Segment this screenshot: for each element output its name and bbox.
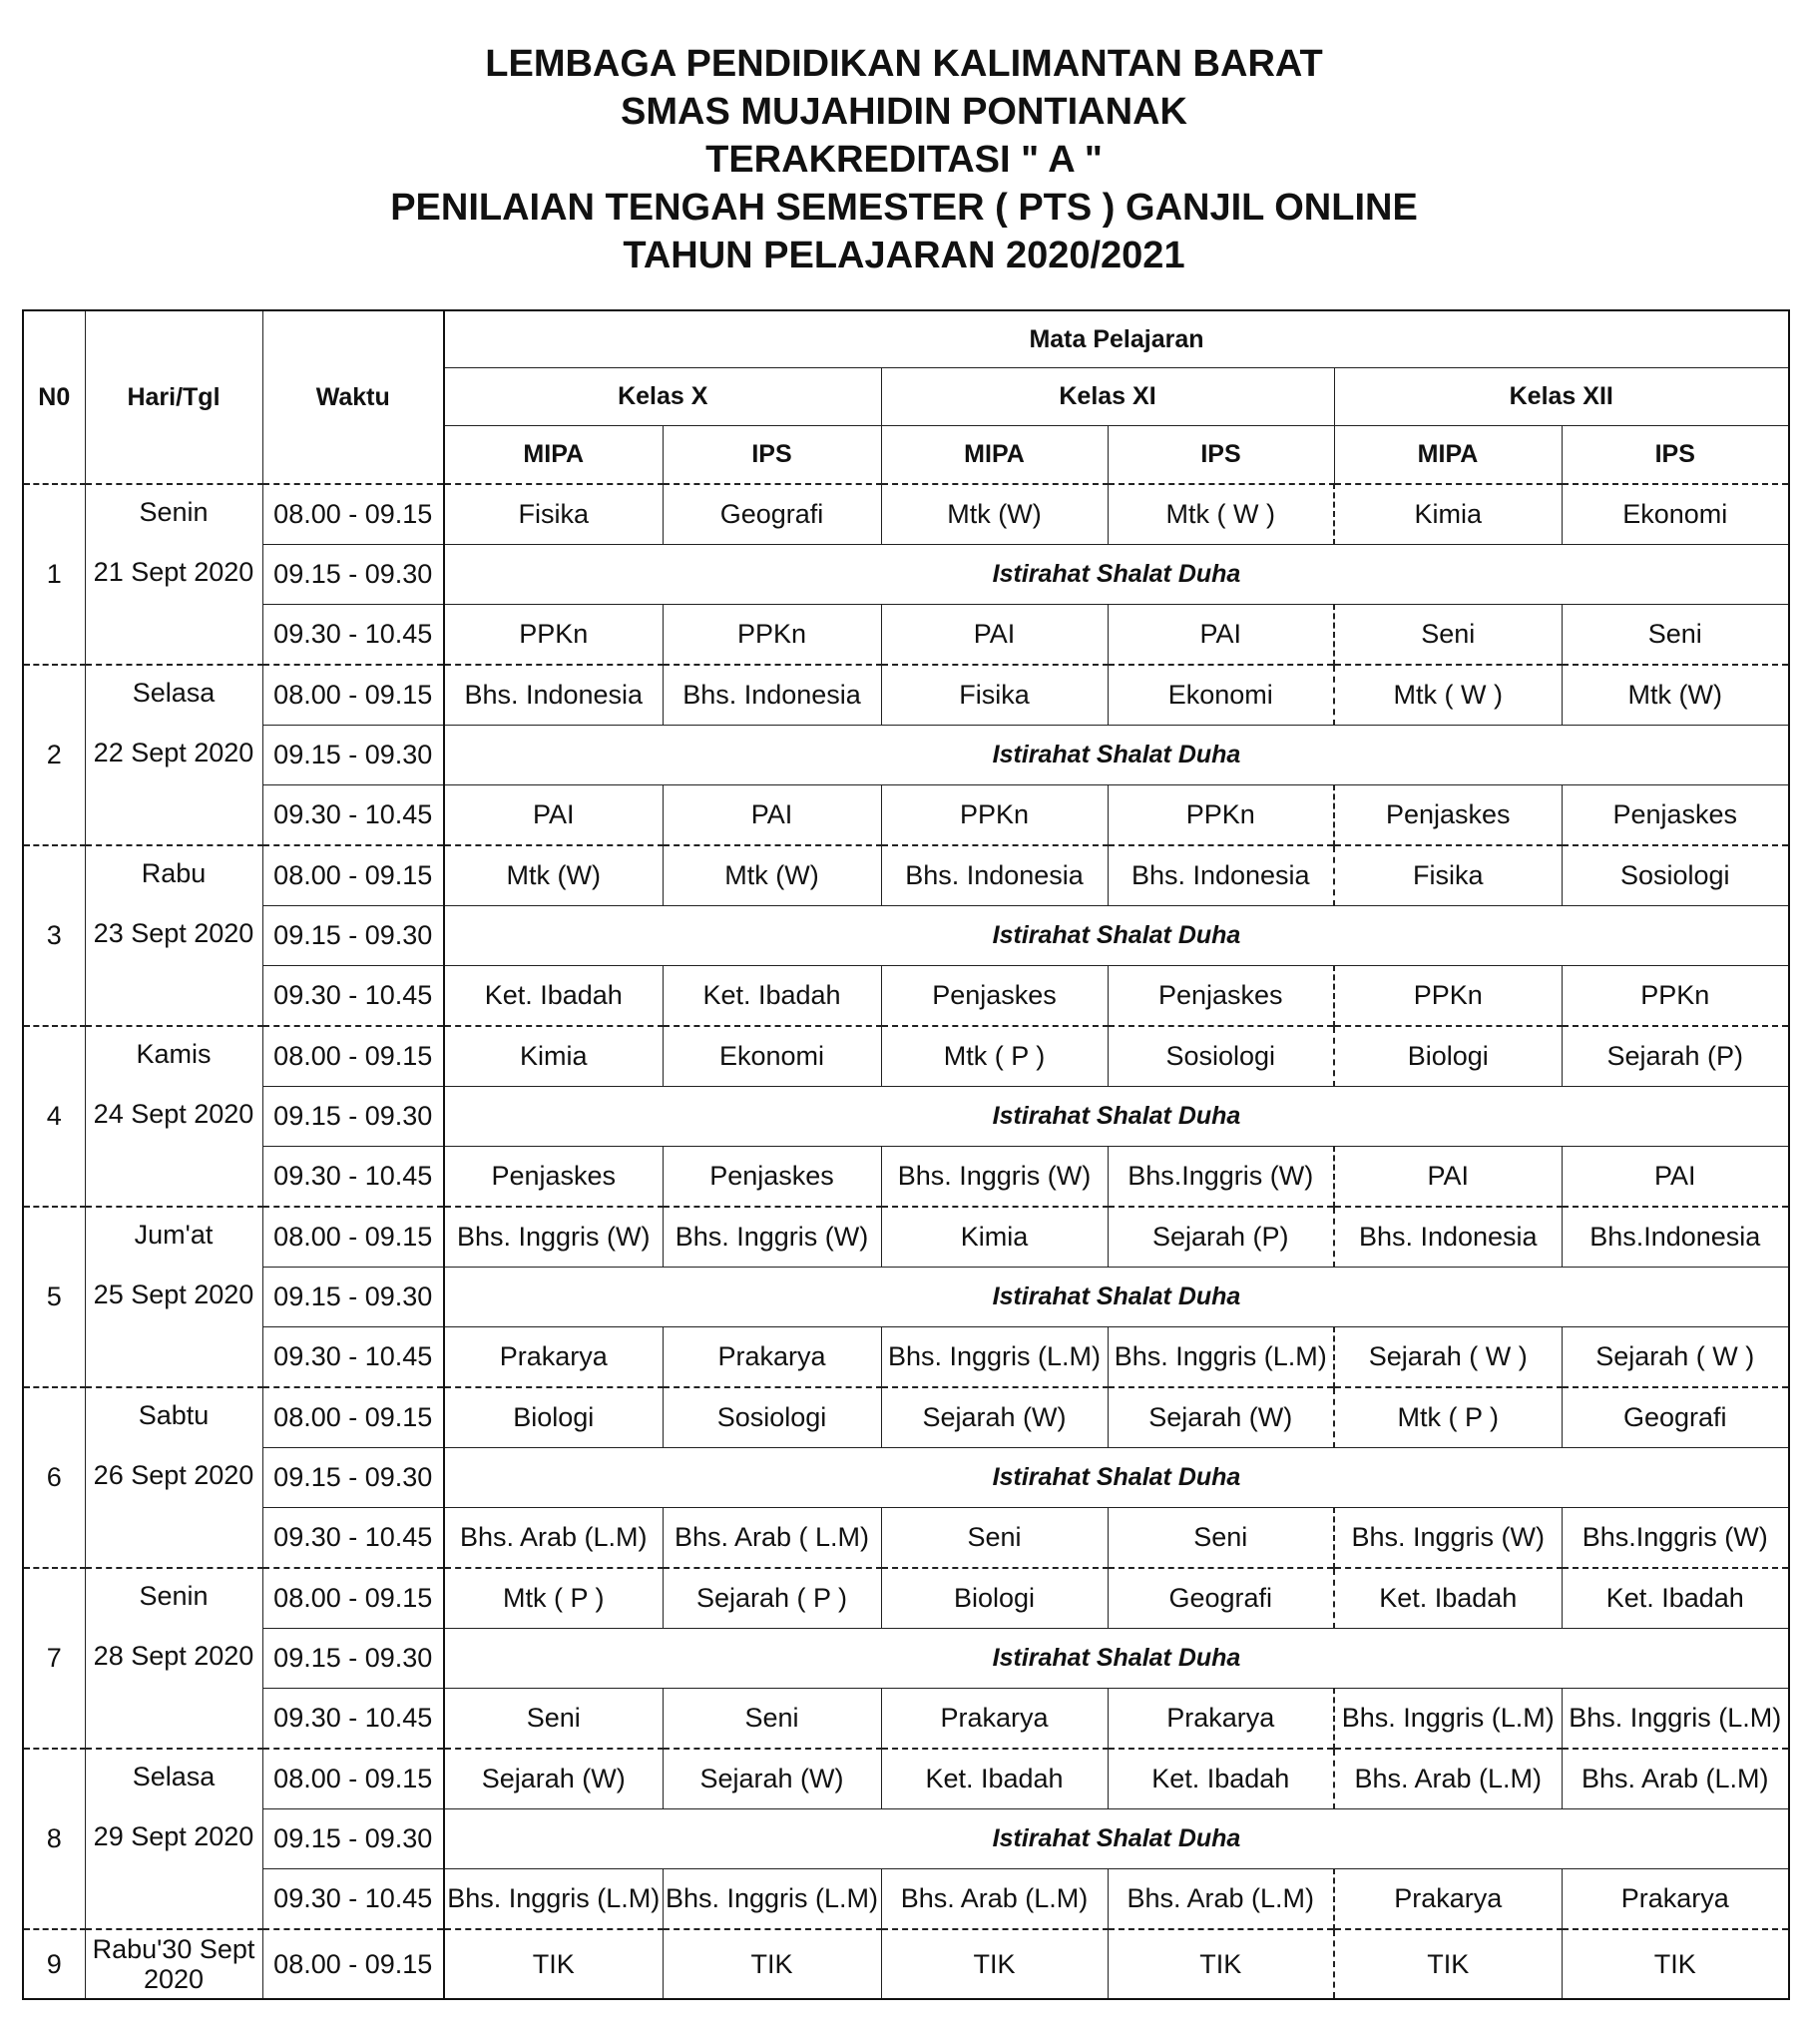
table-row [23,1207,1789,1268]
subject-cell: Mtk ( P ) [444,1568,663,1629]
subject-cell: Fisika [1334,845,1562,906]
time-slot: 09.30 - 10.45 [262,1327,444,1388]
subject-cell: Prakarya [881,1689,1108,1750]
time-slot: 08.00 - 09.15 [262,1026,444,1087]
subject-cell: Seni [881,1508,1108,1569]
time-slot: 09.15 - 09.30 [262,1809,444,1869]
subject-cell: Mtk (W) [1562,665,1789,726]
subject-cell: Ket. Ibadah [1334,1568,1562,1629]
subject-cell: Prakarya [663,1327,881,1388]
day-date-cell [85,1387,262,1568]
subject-cell: Bhs. Inggris (L.M) [444,1869,663,1930]
subject-cell: Prakarya [1334,1869,1562,1930]
column-header-track: IPS [1562,426,1789,485]
column-header-track: MIPA [1334,426,1562,485]
column-header-time: Waktu [262,310,444,484]
subject-cell: Mtk ( W ) [1108,484,1334,545]
subject-cell: Sosiologi [663,1387,881,1448]
table-row [23,1327,1789,1388]
subject-cell: Bhs. Inggris (W) [663,1207,881,1268]
column-header-track: MIPA [881,426,1108,485]
subject-cell: Penjaskes [444,1147,663,1208]
subject-cell: Biologi [444,1387,663,1448]
time-slot: 09.15 - 09.30 [262,545,444,605]
subject-cell: Bhs.Inggris (W) [1108,1147,1334,1208]
subject-cell: Prakarya [1108,1689,1334,1750]
table-row [23,966,1789,1027]
time-slot: 08.00 - 09.15 [262,665,444,726]
subject-cell: Seni [1108,1508,1334,1569]
subject-cell: Ekonomi [1108,665,1334,726]
subject-cell: Geografi [663,484,881,545]
subject-cell: PPKn [1108,785,1334,846]
day-date-cell [85,484,262,665]
subject-cell: PAI [1108,605,1334,666]
subject-cell: Bhs.Indonesia [1562,1207,1789,1268]
subject-cell: Penjaskes [881,966,1108,1027]
subject-cell: Kimia [1334,484,1562,545]
time-slot: 09.15 - 09.30 [262,1629,444,1689]
break-cell: Istirahat Shalat Duha [444,545,1789,605]
subject-cell: Mtk (W) [663,845,881,906]
subject-cell: Kimia [444,1026,663,1087]
subject-cell: Penjaskes [663,1147,881,1208]
day-date-cell [85,1568,262,1749]
row-number: 1 [23,484,85,665]
subject-cell: Seni [444,1689,663,1750]
subject-cell: TIK [1108,1929,1334,1999]
time-slot: 09.30 - 10.45 [262,605,444,666]
break-cell: Istirahat Shalat Duha [444,726,1789,785]
table-row [23,845,1789,906]
subject-cell: PAI [881,605,1108,666]
table-row [23,665,1789,726]
subject-cell: Bhs. Inggris (W) [444,1207,663,1268]
table-row [23,1147,1789,1208]
subject-cell: TIK [881,1929,1108,1999]
column-header-class-xi: Kelas XI [881,368,1334,426]
time-slot: 09.15 - 09.30 [262,1087,444,1147]
subject-cell: Sejarah (P) [1562,1026,1789,1087]
exam-schedule-table [22,309,1790,2000]
table-row [23,545,1789,605]
day-name: Jum'at [134,1220,214,1250]
subject-cell: Sosiologi [1108,1026,1334,1087]
subject-cell: PPKn [1562,966,1789,1027]
subject-cell: Kimia [881,1207,1108,1268]
time-slot: 09.15 - 09.30 [262,726,444,785]
subject-cell: Ket. Ibadah [881,1749,1108,1809]
table-row [23,1026,1789,1087]
subject-cell: PAI [663,785,881,846]
table-row [23,1387,1789,1448]
subject-cell: Bhs. Inggris (W) [881,1147,1108,1208]
subject-cell: PAI [1334,1147,1562,1208]
exam-date: 26 Sept 2020 [93,1460,254,1490]
subject-cell: TIK [444,1929,663,1999]
exam-date: 22 Sept 2020 [93,738,254,767]
day-name: Senin [139,497,209,527]
table-row [23,1087,1789,1147]
subject-cell: Bhs. Inggris (L.M) [1108,1327,1334,1388]
title-line: SMAS MUJAHIDIN PONTIANAK [621,91,1187,133]
table-row [23,1929,1789,1999]
subject-cell: Mtk (W) [444,845,663,906]
subject-cell: Geografi [1562,1387,1789,1448]
subject-cell: Bhs. Inggris (L.M) [1562,1689,1789,1750]
document-title [0,40,1808,279]
row-number: 6 [23,1387,85,1568]
subject-cell: Sejarah ( P ) [663,1568,881,1629]
day-name: Selasa [132,1762,216,1791]
subject-cell: Sejarah ( W ) [1562,1327,1789,1388]
subject-cell: PPKn [1334,966,1562,1027]
subject-cell: Bhs. Arab (L.M) [1334,1749,1562,1809]
subject-cell: PPKn [663,605,881,666]
time-slot: 08.00 - 09.15 [262,1387,444,1448]
table-row [23,726,1789,785]
subject-cell: Mtk ( W ) [1334,665,1562,726]
exam-date: 24 Sept 2020 [93,1099,254,1129]
subject-cell: Ket. Ibadah [444,966,663,1027]
subject-cell: Ket. Ibadah [1108,1749,1334,1809]
subject-cell: Bhs. Indonesia [663,665,881,726]
subject-cell: Bhs. Inggris (L.M) [1334,1689,1562,1750]
column-header-track: IPS [1108,426,1334,485]
subject-cell: Sejarah (W) [1108,1387,1334,1448]
exam-date: 23 Sept 2020 [93,918,254,948]
subject-cell: Penjaskes [1562,785,1789,846]
table-row [23,1809,1789,1869]
subject-cell: Ekonomi [663,1026,881,1087]
subject-cell: Bhs. Indonesia [1334,1207,1562,1268]
break-cell: Istirahat Shalat Duha [444,1629,1789,1689]
subject-cell: Bhs. Arab ( L.M) [663,1508,881,1569]
subject-cell: Biologi [1334,1026,1562,1087]
subject-cell: Bhs. Indonesia [881,845,1108,906]
time-slot: 09.30 - 10.45 [262,966,444,1027]
time-slot: 08.00 - 09.15 [262,1207,444,1268]
column-header-track: IPS [663,426,881,485]
day-name: Kamis [136,1039,212,1069]
column-header-no: N0 [23,310,85,484]
time-slot: 08.00 - 09.15 [262,484,444,545]
table-row [23,1448,1789,1508]
row-number: 4 [23,1026,85,1207]
exam-date: 25 Sept 2020 [93,1279,254,1309]
day-name: Sabtu [138,1400,210,1430]
exam-date: 21 Sept 2020 [93,557,254,587]
subject-cell: TIK [663,1929,881,1999]
day-date-cell: Rabu'30 Sept 2020 [85,1929,262,1999]
row-number: 2 [23,665,85,845]
subject-cell: Penjaskes [1108,966,1334,1027]
time-slot: 09.15 - 09.30 [262,1448,444,1508]
time-slot: 08.00 - 09.15 [262,1749,444,1809]
subject-cell: Seni [1334,605,1562,666]
time-slot: 09.30 - 10.45 [262,1508,444,1569]
subject-cell: Fisika [444,484,663,545]
column-header-day: Hari/Tgl [85,310,262,484]
subject-cell: Sejarah ( W ) [1334,1327,1562,1388]
table-row [23,1869,1789,1930]
day-date-cell [85,1749,262,1929]
time-slot: 09.30 - 10.45 [262,1147,444,1208]
time-slot: 09.15 - 09.30 [262,906,444,966]
table-row [23,1568,1789,1629]
subject-cell: TIK [1562,1929,1789,1999]
subject-cell: Bhs. Arab (L.M) [1562,1749,1789,1809]
day-name: Senin [139,1581,209,1611]
subject-cell: Bhs. Inggris (L.M) [881,1327,1108,1388]
time-slot: 08.00 - 09.15 [262,845,444,906]
subject-cell: Seni [663,1689,881,1750]
subject-cell: Biologi [881,1568,1108,1629]
subject-cell: Geografi [1108,1568,1334,1629]
time-slot: 09.30 - 10.45 [262,1869,444,1930]
subject-cell: Bhs.Inggris (W) [1562,1508,1789,1569]
row-number: 9 [23,1929,85,1999]
subject-cell: Ekonomi [1562,484,1789,545]
subject-cell: Mtk ( P ) [881,1026,1108,1087]
break-cell: Istirahat Shalat Duha [444,1268,1789,1327]
table-row [23,1629,1789,1689]
subject-cell: Mtk ( P ) [1334,1387,1562,1448]
subject-cell: Bhs. Arab (L.M) [881,1869,1108,1930]
subject-cell: Mtk (W) [881,484,1108,545]
column-header-subjects: Mata Pelajaran [444,310,1789,368]
subject-cell: PPKn [881,785,1108,846]
table-row [23,785,1789,846]
subject-cell: Bhs. Inggris (L.M) [663,1869,881,1930]
table-row [23,605,1789,666]
column-header-class-x: Kelas X [444,368,881,426]
day-name: Selasa [132,678,216,708]
subject-cell: Seni [1562,605,1789,666]
title-line: TAHUN PELAJARAN 2020/2021 [623,235,1185,276]
subject-cell: Penjaskes [1334,785,1562,846]
exam-date: 29 Sept 2020 [93,1821,254,1851]
time-slot: 08.00 - 09.15 [262,1929,444,1999]
time-slot: 09.30 - 10.45 [262,1689,444,1750]
exam-date: 28 Sept 2020 [93,1641,254,1671]
title-line: TERAKREDITASI " A " [705,139,1103,181]
time-slot: 09.15 - 09.30 [262,1268,444,1327]
subject-cell: Sejarah (P) [1108,1207,1334,1268]
subject-cell: Bhs. Inggris (W) [1334,1508,1562,1569]
subject-cell: PAI [1562,1147,1789,1208]
day-date-cell [85,845,262,1026]
break-cell: Istirahat Shalat Duha [444,906,1789,966]
table-row [23,484,1789,545]
subject-cell: Sejarah (W) [444,1749,663,1809]
table-row [23,1268,1789,1327]
subject-cell: Bhs. Arab (L.M) [1108,1869,1334,1930]
time-slot: 08.00 - 09.15 [262,1568,444,1629]
subject-cell: Bhs. Indonesia [1108,845,1334,906]
break-cell: Istirahat Shalat Duha [444,1087,1789,1147]
table-row [23,1749,1789,1809]
title-line: PENILAIAN TENGAH SEMESTER ( PTS ) GANJIL ONLINE [390,187,1418,229]
column-header-track: MIPA [444,426,663,485]
table-row [23,1689,1789,1750]
row-number: 3 [23,845,85,1026]
day-date-cell [85,665,262,845]
table-row [23,310,1789,368]
column-header-class-xii: Kelas XII [1334,368,1789,426]
subject-cell: Sejarah (W) [663,1749,881,1809]
subject-cell: PAI [444,785,663,846]
day-date-cell [85,1207,262,1387]
subject-cell: Bhs. Arab (L.M) [444,1508,663,1569]
day-name: Rabu [141,858,207,888]
row-number: 5 [23,1207,85,1387]
table-row [23,906,1789,966]
subject-cell: Prakarya [444,1327,663,1388]
subject-cell: Prakarya [1562,1869,1789,1930]
title-line: LEMBAGA PENDIDIKAN KALIMANTAN BARAT [485,43,1323,85]
subject-cell: TIK [1334,1929,1562,1999]
table-row [23,1508,1789,1569]
subject-cell: Sejarah (W) [881,1387,1108,1448]
subject-cell: Sosiologi [1562,845,1789,906]
subject-cell: Ket. Ibadah [663,966,881,1027]
time-slot: 09.30 - 10.45 [262,785,444,846]
subject-cell: Fisika [881,665,1108,726]
subject-cell: PPKn [444,605,663,666]
row-number: 8 [23,1749,85,1929]
break-cell: Istirahat Shalat Duha [444,1809,1789,1869]
day-date-cell [85,1026,262,1207]
subject-cell: Bhs. Indonesia [444,665,663,726]
break-cell: Istirahat Shalat Duha [444,1448,1789,1508]
subject-cell: Ket. Ibadah [1562,1568,1789,1629]
row-number: 7 [23,1568,85,1749]
